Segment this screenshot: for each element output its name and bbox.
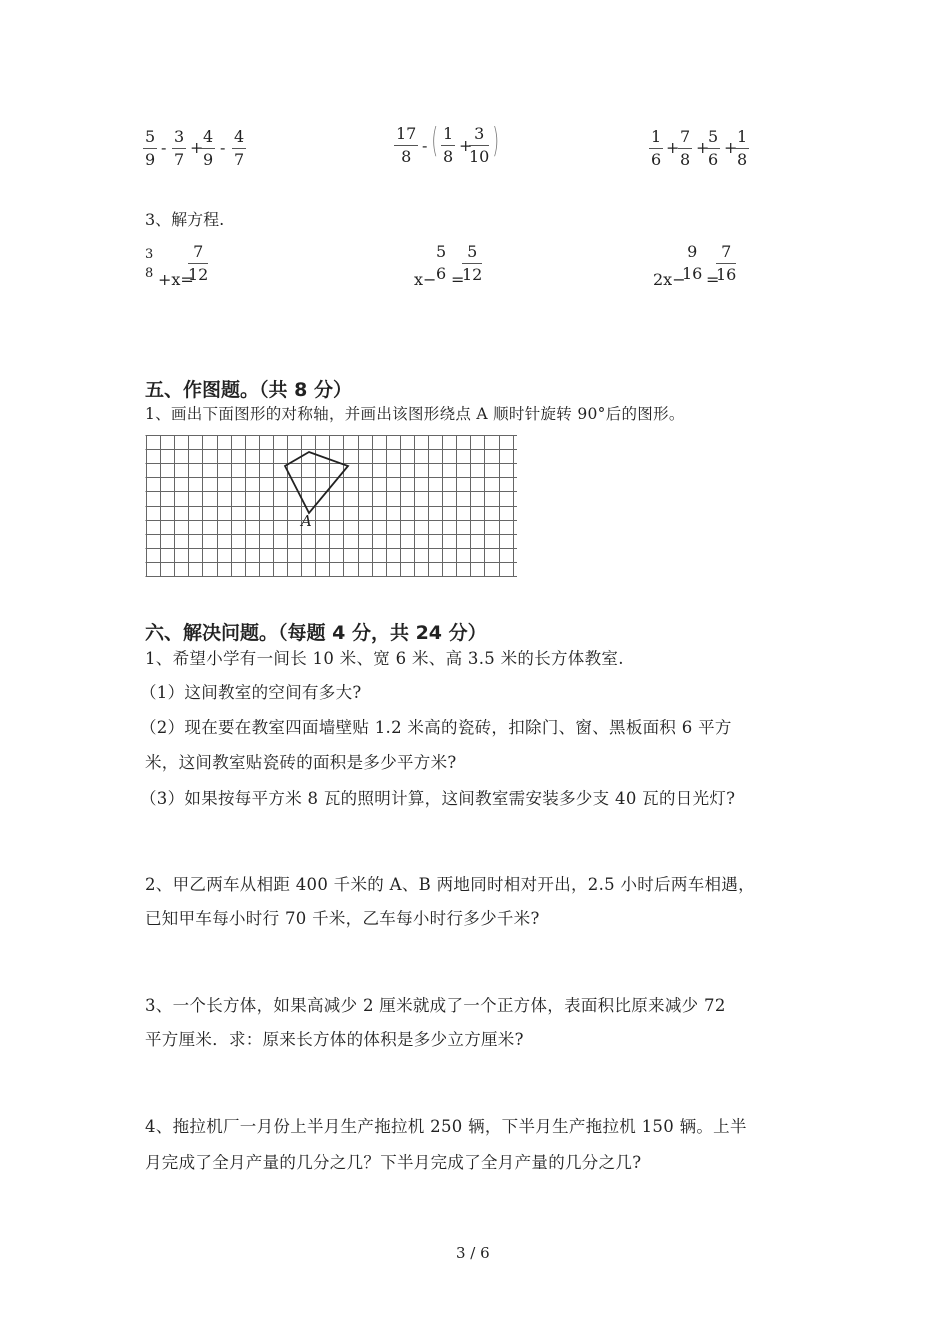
fraction: $\frac{1}{8}$ [737, 127, 748, 169]
equations-title: 3、解方程. [145, 210, 225, 229]
operator: + [459, 136, 473, 155]
question-1-part-2: （2）现在要在教室四面墙壁贴 1.2 米高的瓷砖，扣除门、窗、黑板面积 6 平方 [140, 718, 732, 737]
fraction: $\frac{5}{9}$ [145, 127, 156, 169]
operator: + [190, 138, 204, 157]
right-paren: ) [492, 121, 499, 161]
fraction: $\frac{1}{8}$ [443, 124, 454, 166]
fraction: $\frac{4}{9}$ [203, 127, 214, 169]
question-4-cont: 月完成了全月产量的几分之几？下半月完成了全月产量的几分之几? [145, 1153, 642, 1172]
equation-text: = [451, 270, 465, 289]
fraction: 9 16 [682, 242, 703, 283]
equation-text: 2x− [653, 270, 686, 289]
fraction: $\frac{4}{7}$ [234, 127, 245, 169]
question-1-part-2-cont: 米，这间教室贴瓷砖的面积是多少平方米? [145, 753, 457, 772]
operator: - [422, 136, 428, 155]
fraction: $\frac{7}{12}$ [188, 242, 209, 284]
operator: - [220, 138, 226, 157]
page-number: 3 / 6 [456, 1244, 490, 1262]
question-3: 3、一个长方体，如果高减少 2 厘米就成了一个正方体，表面积比原来减少 72 [145, 996, 726, 1015]
kite-shape [285, 452, 348, 513]
grid-figure [145, 435, 517, 577]
fraction: $\frac{5}{6}$ [708, 127, 719, 169]
left-paren: ( [431, 121, 438, 161]
fraction: $\frac{7}{8}$ [680, 127, 691, 169]
fraction: $\frac{3}{10}$ [469, 124, 490, 166]
operator: - [161, 138, 167, 157]
question-2: 2、甲乙两车从相距 400 千米的 A、B 两地同时相对开出，2.5 小时后两车相遇， [145, 875, 755, 894]
question-2-cont: 已知甲车每小时行 70 千米，乙车每小时行多少千米? [145, 909, 540, 928]
fraction: $\frac{17}{8}$ [396, 124, 417, 166]
question-3-cont: 平方厘米．求：原来长方体的体积是多少立方厘米? [145, 1030, 524, 1049]
operator: + [696, 138, 710, 157]
operator: + [724, 138, 738, 157]
fraction: 3 8 [145, 247, 154, 281]
question-4: 4、拖拉机厂一月份上半月生产拖拉机 250 辆，下半月生产拖拉机 150 辆。上半 [145, 1117, 747, 1136]
question-1-part-3: （3）如果按每平方米 8 瓦的照明计算，这间教室需安装多少支 40 瓦的日光灯? [140, 789, 736, 808]
fraction: $\frac{3}{7}$ [174, 127, 185, 169]
section-6-title: 六、解决问题。（每题 4 分，共 24 分） [145, 622, 487, 644]
equation-text: +x= [158, 270, 194, 289]
fraction: $\frac{5}{12}$ [462, 242, 483, 284]
section-5-question-1: 1、画出下面图形的对称轴，并画出该图形绕点 A 顺时针旋转 90°后的图形。 [145, 405, 685, 423]
fraction: 5 6 [436, 242, 447, 283]
point-a-label: A [301, 512, 312, 530]
fraction: $\frac{1}{6}$ [651, 127, 662, 169]
section-5-title: 五、作图题。（共 8 分） [145, 379, 352, 401]
equation-text: = [706, 270, 720, 289]
question-1-part-1: （1）这间教室的空间有多大? [140, 683, 362, 702]
fraction: $\frac{7}{16}$ [716, 242, 737, 284]
equation-text: x− [414, 270, 437, 289]
question-1: 1、希望小学有一间长 10 米、宽 6 米、高 3.5 米的长方体教室. [145, 649, 624, 668]
operator: + [666, 138, 680, 157]
